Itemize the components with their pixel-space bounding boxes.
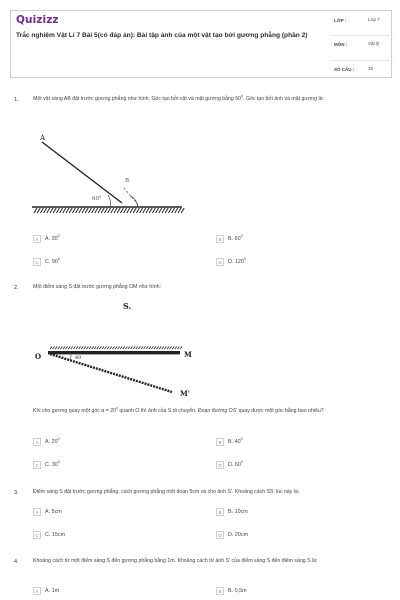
hatch-mark — [66, 208, 69, 213]
degree-sup: 0 — [240, 460, 243, 465]
worksheet-header — [10, 10, 392, 78]
hatch-mark — [86, 347, 88, 350]
label-o: O — [35, 352, 42, 361]
hatch-mark — [165, 208, 168, 213]
hatch-mark — [136, 208, 139, 213]
hatch-mark — [66, 347, 68, 350]
option-value: D. 60 — [228, 462, 241, 468]
option-text: D. 20cm — [228, 532, 249, 538]
option-letter: A — [33, 587, 41, 595]
hatch-mark — [120, 347, 122, 350]
hatch-mark — [157, 347, 159, 350]
hatch-mark — [37, 208, 40, 213]
answer-option-d[interactable] — [216, 461, 243, 469]
hatch-mark — [50, 347, 52, 350]
hatch-mark — [92, 208, 95, 213]
question-number: 4. — [14, 559, 19, 565]
option-letter: B — [216, 438, 224, 446]
option-text — [45, 439, 60, 445]
hatch-mark — [141, 347, 143, 350]
option-text — [228, 462, 243, 468]
mirror-figure-1 — [30, 128, 190, 220]
hatch-mark — [159, 208, 162, 213]
mirror-om-prime — [50, 354, 172, 392]
hatch-mark — [50, 208, 53, 213]
answer-option-c[interactable] — [33, 531, 65, 539]
hatch-mark — [128, 347, 130, 350]
question-number: 2. — [14, 285, 19, 291]
hatch-mark — [68, 347, 70, 350]
hatch-mark — [60, 347, 62, 350]
hatch-mark — [168, 208, 171, 213]
hatch-mark — [167, 347, 169, 350]
class-label: LỚP : — [334, 18, 347, 23]
hatch-mark — [107, 347, 109, 350]
option-letter: D — [216, 531, 224, 539]
option-letter: C — [33, 531, 41, 539]
option-letter: B — [216, 235, 224, 243]
hatch-mark — [72, 208, 75, 213]
hatch-mark — [82, 208, 85, 213]
question-count-label: SỐ CÂU : — [334, 67, 355, 72]
option-letter: A — [33, 235, 41, 243]
question-text-part: Khi cho gương quay một góc α = 20 — [33, 408, 116, 414]
hatch-mark — [63, 208, 66, 213]
hatch-mark — [146, 347, 148, 350]
hatch-mark — [97, 347, 99, 350]
option-text — [45, 462, 60, 468]
hatch-mark — [131, 347, 133, 350]
object-ab — [42, 142, 122, 203]
option-letter: D — [216, 461, 224, 469]
hatch-mark — [143, 208, 146, 213]
divider — [331, 35, 393, 36]
hatch-mark — [40, 208, 43, 213]
hatch-mark — [170, 347, 172, 350]
hatch-mark — [140, 208, 143, 213]
hatch-mark — [125, 347, 127, 350]
hatch-mark — [114, 208, 117, 213]
hatch-mark — [136, 347, 138, 350]
hatch-mark — [92, 347, 94, 350]
angle-value: 60 — [92, 196, 99, 202]
hatch-mark — [53, 347, 55, 350]
degree-sup: 0 — [241, 94, 244, 99]
hatch-mark — [56, 208, 59, 213]
hatch-mark — [117, 208, 120, 213]
hatch-mark — [47, 208, 50, 213]
question-number: 3. — [14, 490, 19, 496]
option-text: A. 5cm — [45, 509, 62, 515]
hatch-mark — [112, 347, 114, 350]
hatch-mark — [69, 208, 72, 213]
hatch-mark — [180, 347, 182, 350]
question-text — [33, 408, 391, 415]
mirror-hatching — [34, 208, 184, 213]
label-m: M — [184, 350, 192, 359]
option-text — [228, 259, 246, 265]
option-text — [228, 236, 243, 242]
hatch-mark — [138, 347, 140, 350]
hatch-mark — [89, 347, 91, 350]
answer-option-d[interactable] — [216, 258, 246, 266]
degree-sup: 0 — [57, 437, 60, 442]
label-m-prime: M' — [180, 389, 190, 398]
hatch-mark — [154, 347, 156, 350]
hatch-mark — [123, 347, 125, 350]
hatch-mark — [84, 347, 86, 350]
option-text: A. 1m — [45, 588, 60, 594]
hatch-mark — [162, 347, 164, 350]
hatch-mark — [44, 208, 47, 213]
hatch-mark — [115, 347, 117, 350]
mirror-figure-2 — [30, 296, 210, 400]
answer-option-b[interactable] — [216, 438, 243, 446]
answer-option-b[interactable] — [216, 508, 248, 516]
hatch-mark — [110, 347, 112, 350]
angle-label — [92, 195, 101, 202]
hatch-mark — [177, 347, 179, 350]
option-text — [45, 259, 60, 265]
answer-option-d[interactable] — [216, 531, 248, 539]
question-text: Điểm sáng S đặt trước gương phẳng, cách gương phẳng một đoạn 5cm và cho ảnh S'. Khoảng cách SS' lúc này là: — [33, 489, 300, 495]
question-text-part: Một vật sáng AB đặt trước gương phẳng như hình. Góc tạo bởi vật và mặt gương bằng 60 — [33, 96, 242, 102]
hatch-mark — [175, 347, 177, 350]
hatch-mark — [144, 347, 146, 350]
label-a: A — [40, 134, 46, 142]
hatch-mark — [111, 208, 114, 213]
hatch-mark — [151, 347, 153, 350]
answer-option-a[interactable] — [33, 587, 59, 595]
hatch-mark — [108, 208, 111, 213]
hatch-mark — [79, 208, 82, 213]
degree-sup: 0 — [240, 234, 243, 239]
option-text: B. 10cm — [228, 509, 248, 515]
label-s: S. — [123, 301, 132, 311]
hatch-mark — [133, 208, 136, 213]
hatch-mark — [105, 347, 107, 350]
hatch-mark — [58, 347, 60, 350]
angle-arc — [130, 196, 138, 207]
hatch-mark — [101, 208, 104, 213]
hatch-mark — [88, 208, 91, 213]
degree-sup: 0 — [243, 257, 246, 262]
answer-option-c[interactable] — [33, 258, 60, 266]
hatch-mark — [76, 347, 78, 350]
hatch-mark — [127, 208, 130, 213]
hatch-mark — [152, 208, 155, 213]
hatch-mark — [104, 208, 107, 213]
hatch-mark — [175, 208, 178, 213]
answer-option-c[interactable] — [33, 461, 60, 469]
option-text: B. 0,5m — [228, 588, 247, 594]
hatch-mark — [71, 347, 73, 350]
question-text — [33, 96, 391, 103]
hatch-mark — [172, 347, 174, 350]
angle-arc — [108, 195, 111, 207]
option-value: A. 30 — [45, 236, 58, 242]
question-text-part: quanh O thì ảnh của S di chuyển. Đoạn đường OS' quay được một góc bằng bao nhiêu? — [117, 408, 324, 414]
option-text — [228, 439, 243, 445]
option-letter: A — [33, 438, 41, 446]
option-letter: A — [33, 508, 41, 516]
option-value: C. 30 — [45, 462, 58, 468]
hatch-mark — [34, 208, 37, 213]
hatch-mark — [63, 347, 65, 350]
hatch-mark — [149, 208, 152, 213]
answer-option-b[interactable] — [216, 587, 247, 595]
hatch-mark — [85, 208, 88, 213]
option-letter: D — [216, 258, 224, 266]
quizizz-logo: Quizizz — [16, 14, 59, 26]
answer-option-a[interactable] — [33, 508, 62, 516]
subject-label: MÔN : — [334, 42, 348, 47]
degree-sup: 0 — [99, 195, 102, 199]
hatch-mark — [124, 208, 127, 213]
answer-option-a[interactable] — [33, 438, 60, 446]
hatch-mark — [181, 208, 184, 213]
hatch-mark — [164, 347, 166, 350]
hatch-mark — [79, 347, 81, 350]
option-value: B. 60 — [228, 236, 241, 242]
option-letter: C — [33, 461, 41, 469]
mirror-om — [48, 351, 180, 354]
hatch-mark — [159, 347, 161, 350]
hatch-mark — [178, 208, 181, 213]
question-text: Khoảng cách từ một điểm sáng S đến gương phẳng bằng 1m. Khoảng cách từ ảnh S' của điểm sáng S đến điểm sáng S là: — [33, 558, 318, 564]
worksheet-title: Trắc nghiệm Vật Lí 7 Bài 5(có đáp án): Bài tập ảnh của một vật tạo bởi gương phẳng (phần 2) — [16, 32, 308, 39]
hatch-mark — [156, 208, 159, 213]
hatch-mark — [81, 347, 83, 350]
question-text: Một điểm sáng S đặt trước gương phẳng OM như hình: — [33, 284, 161, 290]
degree-sup: 0 — [240, 437, 243, 442]
option-value: D. 120 — [228, 259, 244, 265]
degree-sup: 0 — [57, 234, 60, 239]
option-text — [45, 236, 60, 242]
question-count-value: 15 — [368, 66, 374, 71]
degree-sup: 0 — [57, 460, 60, 465]
degree-sup: 0 — [115, 406, 118, 411]
hatch-mark — [118, 347, 120, 350]
hatch-mark — [53, 208, 56, 213]
hatch-mark — [60, 208, 63, 213]
hatch-mark — [99, 347, 101, 350]
question-number: 1. — [14, 97, 19, 103]
hatch-mark — [95, 208, 98, 213]
class-value: Lớp 7 — [368, 17, 380, 22]
option-value: B. 40 — [228, 439, 241, 445]
option-value: A. 20 — [45, 439, 58, 445]
option-text: C. 15cm — [45, 532, 66, 538]
option-value: C. 90 — [45, 259, 58, 265]
mirror-hatching — [50, 347, 182, 350]
hatch-mark — [76, 208, 79, 213]
subject-value: Vật lý — [368, 41, 380, 46]
hatch-mark — [130, 208, 133, 213]
hatch-mark — [133, 347, 135, 350]
angle-label: 40 — [75, 355, 82, 361]
hatch-mark — [55, 347, 57, 350]
question-text-part: . Góc tạo bởi ảnh và mặt gương là: — [243, 96, 324, 102]
hatch-mark — [98, 208, 101, 213]
divider — [331, 60, 393, 61]
degree-sup: 0 — [57, 257, 60, 262]
option-letter: C — [33, 258, 41, 266]
hatch-mark — [73, 347, 75, 350]
hatch-mark — [172, 208, 175, 213]
answer-option-a[interactable] — [33, 235, 60, 243]
option-letter: B — [216, 508, 224, 516]
hatch-mark — [120, 208, 123, 213]
hatch-mark — [146, 208, 149, 213]
hatch-mark — [149, 347, 151, 350]
dashed-line — [124, 188, 140, 207]
label-b: B — [125, 178, 130, 184]
option-letter: B — [216, 587, 224, 595]
hatch-mark — [102, 347, 104, 350]
answer-option-b[interactable] — [216, 235, 243, 243]
hatch-mark — [162, 208, 165, 213]
hatch-mark — [94, 347, 96, 350]
